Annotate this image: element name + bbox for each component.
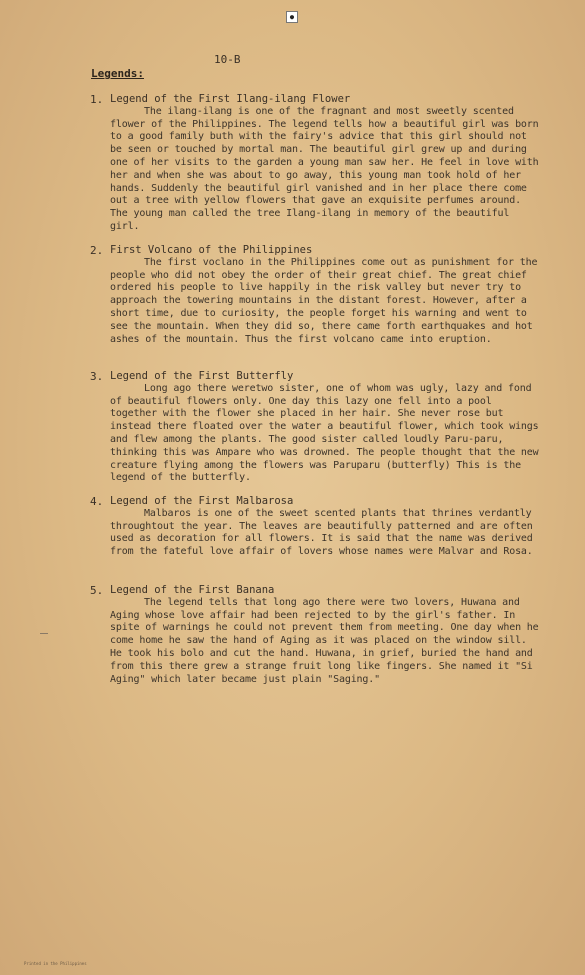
entry-text: The ilang-ilang is one of the fragnant and most sweetly scented flower of the Philippines. The legend tells how a beautiful girl was born to a good family buth with the fairy's advice that this girl should not be seen or touched by mortal man. The beautiful girl grew up and during one of her visits to the garden a young man saw her. He feel in love with her and when she was about to go away, this young man took hold of her hands. Suddenly the beautiful girl vanished and in her place there come out a tree with yellow flowers that gave an exquisite perfumes around. The young man called the tree Ilang-ilang in memory of the beautiful girl.: [110, 105, 539, 232]
section-title: Legends:: [91, 67, 144, 80]
entry-title: Legend of the First Butterfly: [110, 370, 294, 382]
entry-title: Legend of the First Ilang-ilang Flower: [110, 93, 351, 105]
top-marker: ●: [286, 11, 298, 23]
footer-imprint: Printed in the Philippines: [24, 961, 87, 966]
entry-title: Legend of the First Malbarosa: [110, 495, 294, 507]
entry-title: First Volcano of the Philippines: [110, 244, 313, 256]
entry-text: The first voclano in the Philippines come out as punishment for the people who did not obey the order of their great chief. The great chief ordered his people to live happily in the risk valley but never try to approach the towering mountains in the distant forest. However, after a short time, due to curiosity, the people forget his warning and went to see the mountain. When they did so, there came forth earthquakes and hot ashes of the mountain. Thus the first volcano came into eruption.: [110, 256, 538, 345]
entry-text: Malbaros is one of the sweet scented plants that thrines verdantly throughtout the year. The leaves are beautifully patterned and are often used as decoration for all flowers. It is said that the name was derived from the fateful love affair of lovers whose names were Malvar and Rosa.: [110, 507, 533, 558]
entry-number: 5.: [90, 584, 104, 597]
entry-number: 3.: [90, 370, 104, 383]
entry-number: 1.: [90, 93, 104, 106]
entry-text: The legend tells that long ago there were two lovers, Huwana and Aging whose love affair had been rejected to by the girl's father. In spite of warnings he could not prevent them from meeting. One day when he come home he saw the hand of Aging as it was placed on the window sill. He took his bolo and cut the hand. Huwana, in grief, buried the hand and from this there grew a strange fruit long like fingers. She named it "Si Aging" which later became just plain "Saging.": [110, 596, 539, 685]
page-number: 10-B: [214, 53, 241, 66]
entry-title: Legend of the First Banana: [110, 584, 275, 596]
entry-number: 2.: [90, 244, 104, 257]
entry-number: 4.: [90, 495, 104, 508]
entry-text: Long ago there weretwo sister, one of whom was ugly, lazy and fond of beautiful flowers only. One day this lazy one fell into a pool together with the flower she placed in her hair. She never rose but instead there floated over the water a beautiful flower, which took wings and flew among the plants. The good sister called loudly Paru-paru, thinking this was Ampare who was drowned. The people thought that the new creature flying among the flowers was Paruparu (butterfly) This is the legend of the butterfly.: [110, 382, 539, 484]
margin-mark: [40, 633, 48, 634]
